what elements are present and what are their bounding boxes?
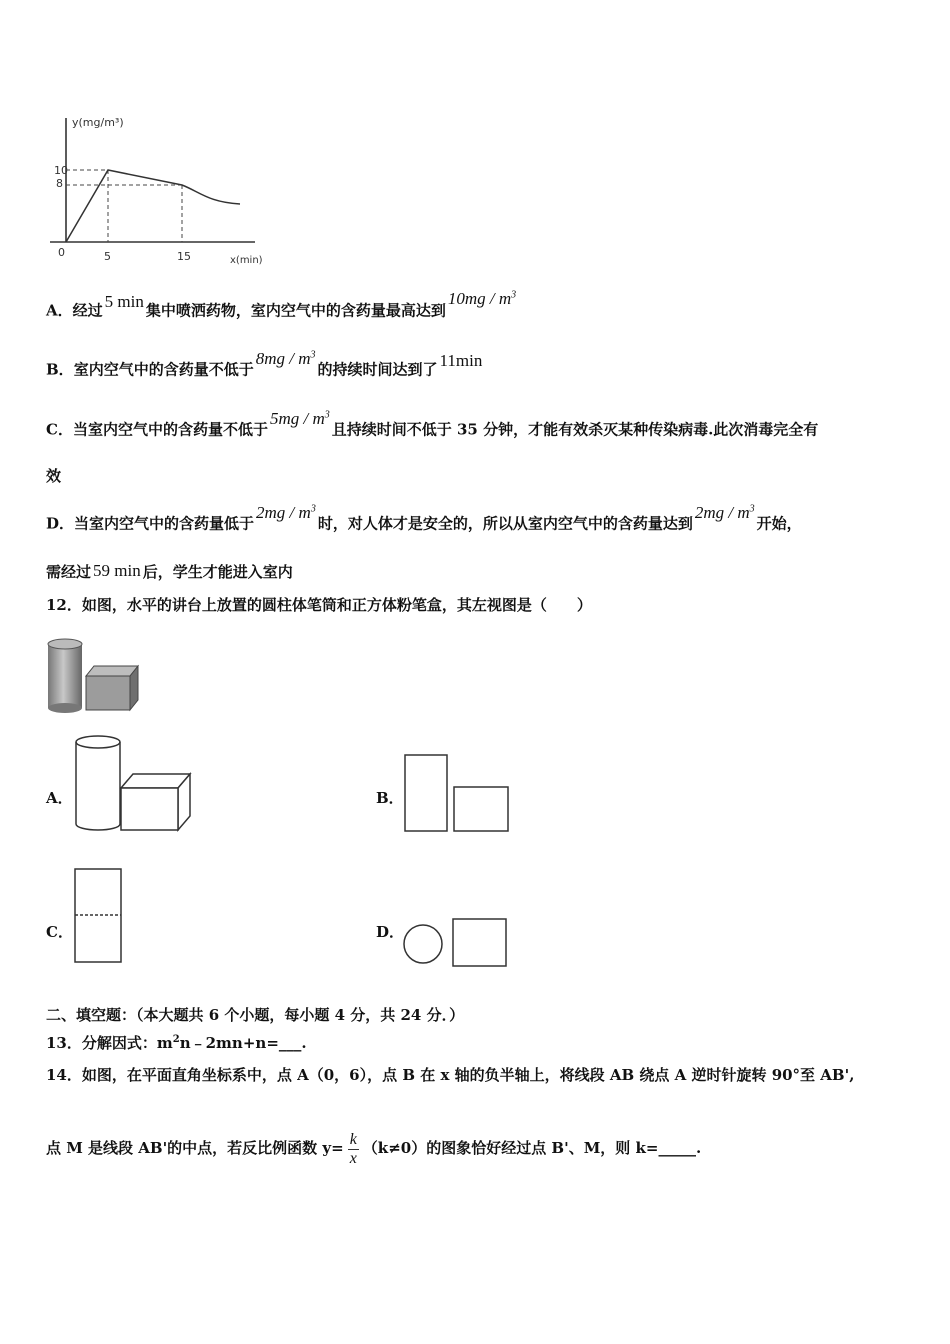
k-over-x-fraction: $\frac{k}{x}$ xyxy=(349,1130,357,1167)
q14-line1: 14．如图，在平面直角坐标系中，点 A（0，6），点 B 在 x 轴的负半轴上，将线段 AB 绕点 A 逆时针旋转 90°至 AB', xyxy=(46,1066,855,1084)
q12-option-d-label[interactable]: D． xyxy=(376,923,405,941)
section-2-title: 二、填空题：（本大题共 6 个小题，每小题 4 分，共 24 分．） xyxy=(46,1006,465,1024)
q12-option-c-label[interactable]: C． xyxy=(46,923,73,941)
q14-line2: 点 M 是线段 AB'的中点，若反比例函数 y= $\frac{k}{x}$ （k≠0）的图象恰好经过点 B'、M，则 k=_____. xyxy=(46,1130,702,1167)
y-axis-label: y(mg/m³) xyxy=(72,116,124,129)
q12-stem: 12．如图，水平的讲台上放置的圆柱体笔筒和正方体粉笔盒，其左视图是（ ） xyxy=(46,596,592,614)
x-axis-label: x(min) xyxy=(230,255,263,266)
q13-blank[interactable]: ___ xyxy=(278,1034,302,1052)
q13: 13．分解因式：$m^2n﹣2mn+n=\_\_\_$. xyxy=(46,1034,307,1052)
x-tick-5: 5 xyxy=(104,250,111,263)
q12-option-d-figure[interactable] xyxy=(402,914,514,970)
q12-option-b-label[interactable]: B． xyxy=(376,789,404,807)
y-tick-10: 10 xyxy=(54,164,68,177)
origin-label: 0 xyxy=(58,246,65,259)
q12-option-a-label[interactable]: A． xyxy=(46,789,73,807)
option-11-a: A．经过 5 min 集中喷洒药物，室内空气中的含药量最高达到$10mg / m^3$ xyxy=(46,288,517,320)
option-11-c-cont: 效 xyxy=(46,467,62,485)
x-tick-15: 15 xyxy=(177,250,191,263)
q14-blank[interactable]: _____ xyxy=(658,1139,696,1157)
q12-option-b-figure[interactable] xyxy=(400,750,515,836)
q12-option-a-figure[interactable] xyxy=(70,732,196,836)
q12-option-c-figure[interactable] xyxy=(70,864,128,968)
option-11-b: B．室内空气中的含药量不低于$8mg / m^3$的持续时间达到了 11min xyxy=(46,348,483,379)
y-tick-8: 8 xyxy=(56,177,63,190)
option-11-d-cont: 需经过 59 min 后，学生才能进入室内 xyxy=(46,561,293,581)
concentration-curve xyxy=(66,170,240,242)
option-11-d: D．当室内空气中的含药量低于$2mg / m^3$时，对人体才是安全的，所以从室内空气中的含药量达到$2mg / m^3$开始， xyxy=(46,502,802,533)
option-11-c: C．当室内空气中的含药量不低于$5mg / m^3$且持续时间不低于 35 分钟，才能有效杀灭某种传染病毒.此次消毒完全有 xyxy=(46,408,819,439)
concentration-graph xyxy=(40,110,280,280)
q12-figure xyxy=(44,636,144,718)
